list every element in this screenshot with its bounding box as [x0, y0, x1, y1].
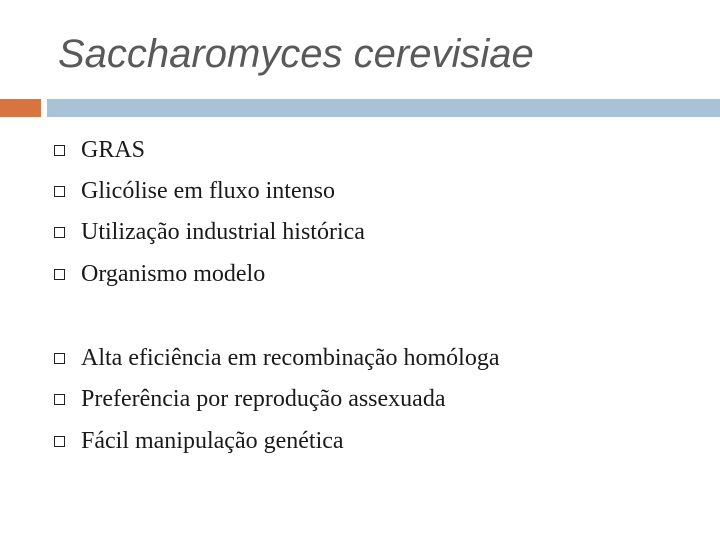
- bullet-text: Fácil manipulação genética: [81, 428, 344, 454]
- list-item: [54, 134, 145, 166]
- hollow-square-icon: [54, 269, 65, 280]
- hollow-square-icon: [54, 186, 65, 197]
- bullet-text: Preferência por reprodução assexuada: [81, 386, 446, 412]
- list-item: [54, 216, 365, 248]
- hollow-square-icon: [54, 227, 65, 238]
- hollow-square-icon: [54, 353, 65, 364]
- hollow-square-icon: [54, 394, 65, 405]
- bullet-text: GRAS: [81, 137, 146, 163]
- bullet-text: Alta eficiência em recombinação homóloga: [81, 345, 500, 371]
- title-rule-accent: [0, 99, 41, 117]
- list-item: [54, 258, 265, 290]
- bullet-text: Utilização industrial histórica: [81, 219, 365, 245]
- list-item: [54, 342, 499, 374]
- title-rule-bar: [47, 99, 720, 117]
- slide-title: Saccharomyces cerevisiae: [58, 32, 534, 76]
- list-item: [54, 383, 445, 415]
- hollow-square-icon: [54, 145, 65, 156]
- bullet-text: Organismo modelo: [81, 261, 266, 287]
- list-item: [54, 175, 335, 207]
- hollow-square-icon: [54, 436, 65, 447]
- list-item: [54, 425, 344, 457]
- bullet-text: Glicólise em fluxo intenso: [81, 178, 335, 204]
